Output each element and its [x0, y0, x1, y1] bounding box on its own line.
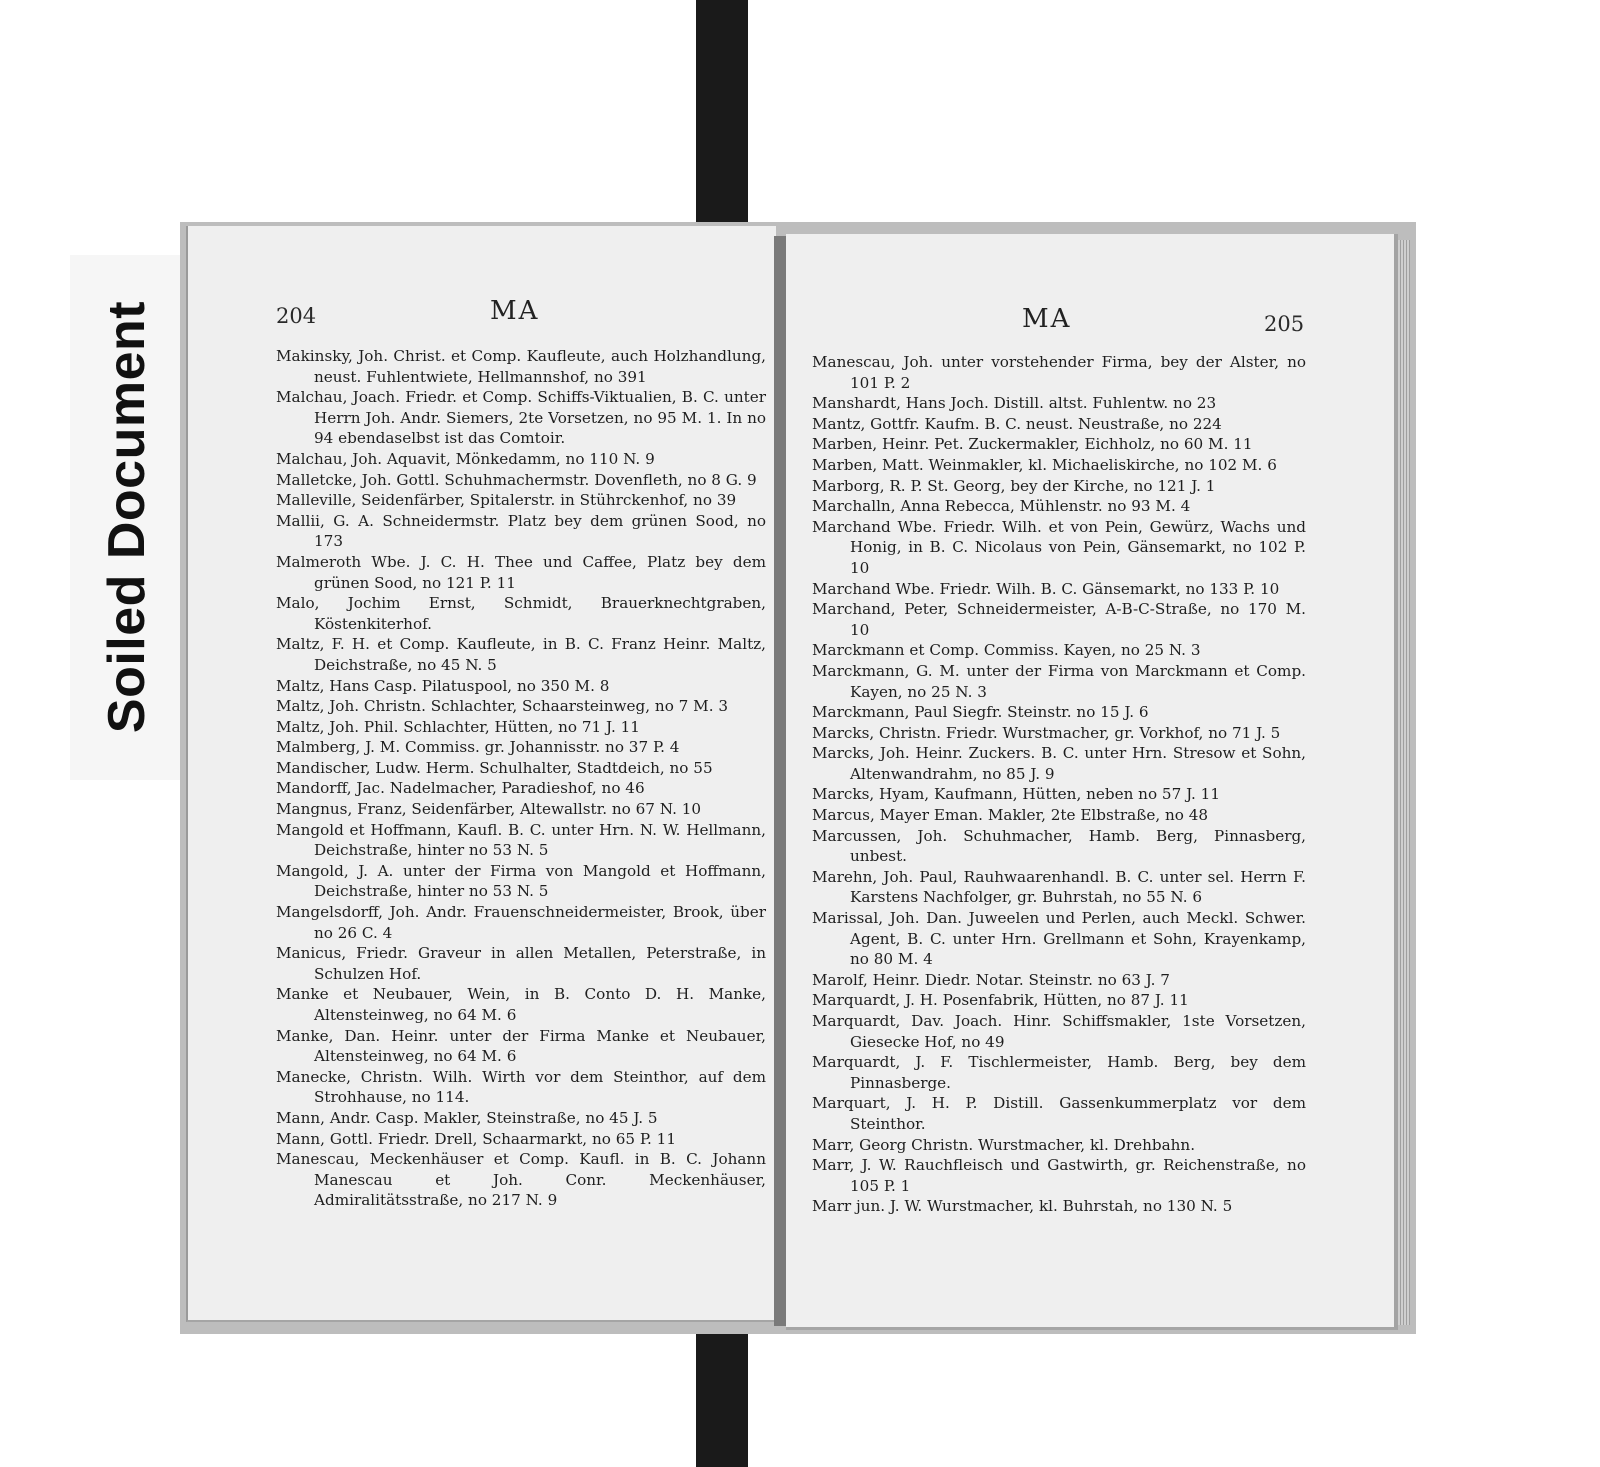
directory-entry: Marcks, Joh. Heinr. Zuckers. B. C. unter Hrn. Stresow et Sohn, Altenwandrahm, no 85 J. 9 — [812, 744, 1306, 783]
page-number: 205 — [1264, 312, 1305, 336]
directory-entry: Mandorff, Jac. Nadelmacher, Paradieshof, no 46 — [276, 779, 645, 798]
directory-entry: Mangold, J. A. unter der Firma von Mangold et Hoffmann, Deichstraße, hinter no 53 N. 5 — [276, 861, 766, 901]
directory-entry: Marr, Georg Christn. Wurstmacher, kl. Drehbahn. — [812, 1135, 1196, 1154]
directory-entry: Manicus, Friedr. Graveur in allen Metallen, Peterstraße, in Schulzen Hof. — [276, 944, 766, 983]
directory-entry: Marcks, Hyam, Kaufmann, Hütten, neben no 57 J. 11 — [812, 785, 1220, 804]
directory-entry: Marckmann et Comp. Commiss. Kayen, no 25 N. 3 — [812, 641, 1201, 660]
directory-entry: Marchalln, Anna Rebecca, Mühlenstr. no 93 M. 4 — [812, 497, 1191, 516]
condition-tag — [70, 255, 185, 780]
directory-entry: Malletcke, Joh. Gottl. Schuhmachermstr. Dovenfleth, no 8 G. 9 — [276, 470, 757, 489]
directory-entry: Malmberg, J. M. Commiss. gr. Johannisstr. no 37 P. 4 — [276, 738, 680, 757]
directory-entry: Marben, Heinr. Pet. Zuckermakler, Eichholz, no 60 M. 11 — [812, 435, 1253, 454]
page-edges — [1398, 240, 1410, 1325]
directory-entry: Marr, J. W. Rauchfleisch und Gastwirth, gr. Reichenstraße, no 105 P. 1 — [812, 1156, 1306, 1195]
right-page — [786, 234, 1398, 1330]
binding-strip-top — [696, 0, 748, 240]
directory-entry: Marckmann, G. M. unter der Firma von Marckmann et Comp. Kayen, no 25 N. 3 — [812, 661, 1306, 701]
running-header: MA — [1022, 304, 1072, 334]
directory-entry: Maltz, Hans Casp. Pilatuspool, no 350 M. 8 — [276, 676, 610, 695]
directory-entry: Marchand, Peter, Schneidermeister, A-B-C-Straße, no 170 M. 10 — [812, 600, 1306, 639]
directory-entry: Manke et Neubauer, Wein, in B. Conto D. H. Manke, Altensteinweg, no 64 M. 6 — [276, 985, 766, 1024]
directory-entry: Malchau, Joach. Friedr. et Comp. Schiffs-Viktualien, B. C. unter Herrn Joh. Andr. Siemers, 2te Vorsetzen, no 95 M. 1. In no 94 ebendaselbst ist das Comtoir. — [276, 388, 766, 448]
directory-entry: Mann, Andr. Casp. Makler, Steinstraße, no 45 J. 5 — [276, 1108, 658, 1127]
directory-entry: Maltz, Joh. Christn. Schlachter, Schaarsteinweg, no 7 M. 3 — [276, 697, 729, 716]
directory-entry: Marckmann, Paul Siegfr. Steinstr. no 15 J. 6 — [812, 703, 1149, 722]
directory-entry: Mangelsdorff, Joh. Andr. Frauenschneidermeister, Brook, über no 26 C. 4 — [276, 903, 766, 942]
directory-entry: Marcus, Mayer Eman. Makler, 2te Elbstraße, no 48 — [812, 806, 1209, 825]
directory-entry: Marquardt, J. F. Tischlermeister, Hamb. Berg, bey dem Pinnasberge. — [812, 1053, 1306, 1092]
directory-entry: Marcks, Christn. Friedr. Wurstmacher, gr. Vorkhof, no 71 J. 5 — [812, 723, 1281, 742]
directory-column — [276, 346, 766, 1211]
directory-entry: Marquardt, Dav. Joach. Hinr. Schiffsmakler, 1ste Vorsetzen, Giesecke Hof, no 49 — [812, 1012, 1306, 1051]
directory-entry: Manescau, Joh. unter vorstehender Firma, bey der Alster, no 101 P. 2 — [812, 353, 1306, 392]
directory-column — [812, 352, 1306, 1217]
directory-entry: Marehn, Joh. Paul, Rauhwaarenhandl. B. C. unter sel. Herrn F. Karstens Nachfolger, gr. Buhrstah, no 55 N. 6 — [812, 867, 1306, 907]
directory-entry: Manescau, Meckenhäuser et Comp. Kaufl. in B. C. Johann Manescau et Joh. Conr. Meckenhäuser, Admiralitätsstraße, no 217 N. 9 — [276, 1150, 766, 1210]
directory-entry: Marr jun. J. W. Wurstmacher, kl. Buhrstah, no 130 N. 5 — [812, 1197, 1233, 1216]
left-page — [186, 226, 776, 1322]
directory-entry: Malleville, Seidenfärber, Spitalerstr. in Stührckenhof, no 39 — [276, 491, 737, 510]
directory-entry: Marben, Matt. Weinmakler, kl. Michaeliskirche, no 102 M. 6 — [812, 455, 1277, 474]
directory-entry: Maltz, F. H. et Comp. Kaufleute, in B. C. Franz Heinr. Maltz, Deichstraße, no 45 N. 5 — [276, 635, 766, 674]
directory-entry: Marquart, J. H. P. Distill. Gassenkummerplatz vor dem Steinthor. — [812, 1094, 1306, 1133]
directory-entry: Marissal, Joh. Dan. Juweelen und Perlen, auch Meckl. Schwer. Agent, B. C. unter Hrn. Grellmann et Sohn, Krayenkamp, no 80 M. 4 — [812, 909, 1306, 969]
directory-entry: Malchau, Joh. Aquavit, Mönkedamm, no 110 N. 9 — [276, 449, 655, 468]
directory-entry: Marquardt, J. H. Posenfabrik, Hütten, no 87 J. 11 — [812, 991, 1189, 1010]
directory-entry: Malmeroth Wbe. J. C. H. Thee und Caffee, Platz bey dem grünen Sood, no 121 P. 11 — [276, 552, 766, 592]
directory-entry: Mandischer, Ludw. Herm. Schulhalter, Stadtdeich, no 55 — [276, 758, 713, 777]
directory-entry: Marchand Wbe. Friedr. Wilh. et von Pein, Gewürz, Wachs und Honig, in B. C. Nicolaus von Pein, Gänsemarkt, no 102 P. 10 — [812, 517, 1306, 577]
directory-entry: Mann, Gottl. Friedr. Drell, Schaarmarkt, no 65 P. 11 — [276, 1129, 676, 1148]
condition-tag-label: Soiled Document — [98, 300, 156, 734]
directory-entry: Makinsky, Joh. Christ. et Comp. Kaufleute, auch Holzhandlung, neust. Fuhlentwiete, Hellmannshof, no 391 — [276, 347, 766, 386]
directory-entry: Manke, Dan. Heinr. unter der Firma Manke et Neubauer, Altensteinweg, no 64 M. 6 — [276, 1026, 766, 1066]
directory-entry: Marborg, R. P. St. Georg, bey der Kirche, no 121 J. 1 — [812, 476, 1216, 495]
binding-strip-bottom — [696, 1320, 748, 1467]
directory-entry: Mangnus, Franz, Seidenfärber, Altewallstr. no 67 N. 10 — [276, 800, 702, 819]
directory-entry: Mangold et Hoffmann, Kaufl. B. C. unter Hrn. N. W. Hellmann, Deichstraße, hinter no 53 N. 5 — [276, 820, 766, 860]
directory-entry: Marchand Wbe. Friedr. Wilh. B. C. Gänsemarkt, no 133 P. 10 — [812, 579, 1280, 598]
running-header: MA — [490, 296, 540, 326]
directory-entry: Manshardt, Hans Joch. Distill. altst. Fuhlentw. no 23 — [812, 394, 1217, 413]
directory-entry: Manecke, Christn. Wilh. Wirth vor dem Steinthor, auf dem Strohhause, no 114. — [276, 1067, 766, 1107]
directory-entry: Mallii, G. A. Schneidermstr. Platz bey dem grünen Sood, no 173 — [276, 511, 766, 551]
directory-entry: Mantz, Gottfr. Kaufm. B. C. neust. Neustraße, no 224 — [812, 414, 1222, 433]
directory-entry: Marcussen, Joh. Schuhmacher, Hamb. Berg, Pinnasberg, unbest. — [812, 826, 1306, 866]
directory-entry: Marolf, Heinr. Diedr. Notar. Steinstr. no 63 J. 7 — [812, 970, 1170, 989]
directory-entry: Malo, Jochim Ernst, Schmidt, Brauerknechtgraben, Köstenkiterhof. — [276, 594, 766, 633]
page-number: 204 — [276, 304, 317, 328]
directory-entry: Maltz, Joh. Phil. Schlachter, Hütten, no 71 J. 11 — [276, 717, 640, 736]
